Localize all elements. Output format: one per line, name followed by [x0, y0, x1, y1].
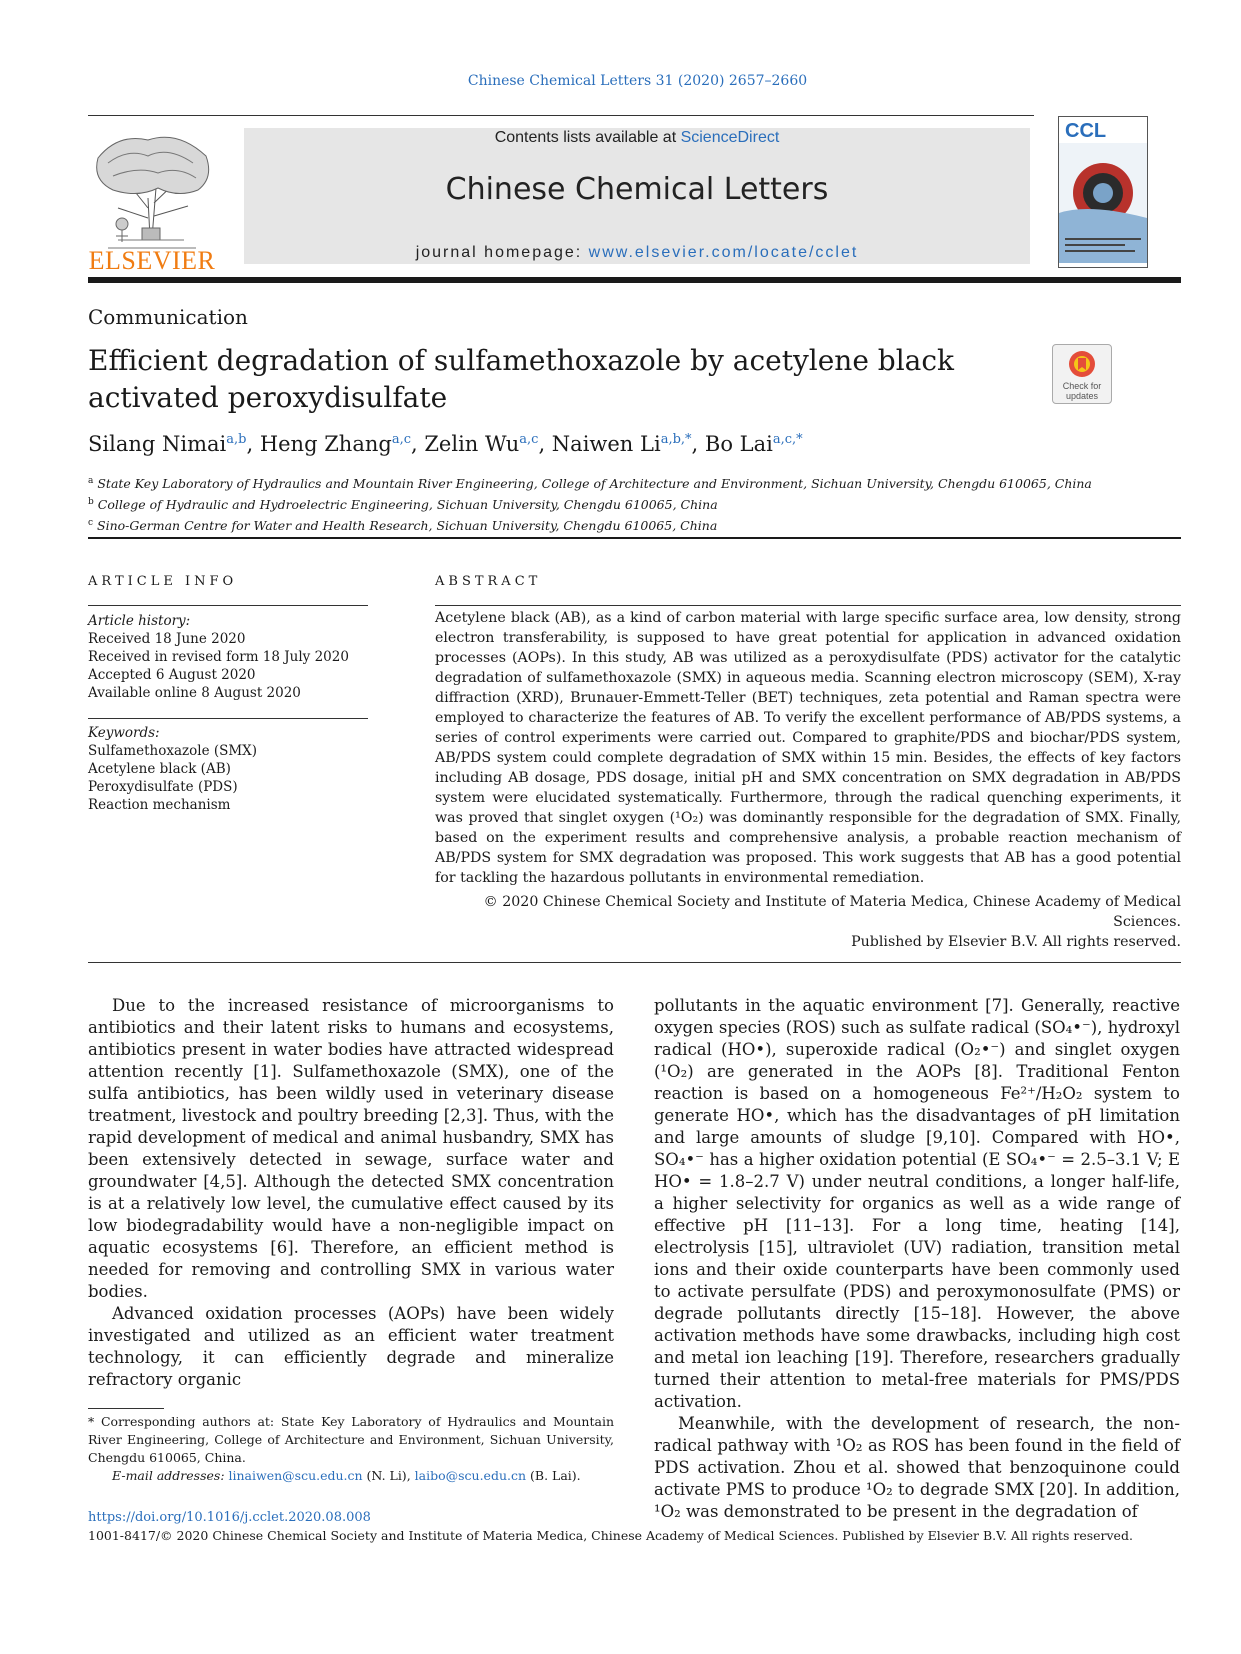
affiliation-text: Sino-German Centre for Water and Health Research, Sichuan University, Chengdu 610065, China: [97, 518, 718, 534]
article-info-rule: [88, 605, 368, 606]
header-thick-rule: [88, 277, 1181, 283]
sciencedirect-link[interactable]: ScienceDirect: [680, 129, 780, 146]
author-affil-sup[interactable]: a,c: [519, 432, 539, 447]
author-affil-sup[interactable]: a,b: [226, 432, 247, 447]
homepage-link[interactable]: www.elsevier.com/locate/cclet: [588, 244, 859, 261]
crossmark-badge[interactable]: [1052, 344, 1112, 404]
issn-copyright: 1001-8417/© 2020 Chinese Chemical Society and Institute of Materia Medica, Chinese Academy of Medical Sciences. Published by Elsevier B.V. All rights reserved.: [88, 1528, 1133, 1543]
article-title: Efficient degradation of sulfamethoxazole by acetylene black activated peroxydisulfate: [88, 344, 955, 414]
author-affil-sup[interactable]: a,b,*: [660, 432, 692, 447]
email-line: [88, 1467, 614, 1485]
copyright-line: © 2020 Chinese Chemical Society and Institute of Materia Medica, Chinese Academy of Medical Sciences.: [483, 894, 1181, 930]
affiliation-item: [88, 514, 1092, 535]
email-owner: (B. Lai).: [526, 1468, 581, 1483]
article-info-heading: ARTICLE INFO: [88, 574, 238, 589]
keyword-item: Peroxydisulfate (PDS): [88, 779, 238, 795]
article-history: [88, 612, 368, 702]
homepage-prefix: journal homepage:: [415, 244, 589, 261]
contents-prefix: Contents lists available at: [494, 129, 681, 146]
footnote-rule: [88, 1408, 164, 1409]
author-name: Bo Lai: [704, 432, 773, 456]
affiliation-text: State Key Laboratory of Hydraulics and Mountain River Engineering, College of Architecture and Environment, Sichuan University, Chengdu 610065, China: [97, 476, 1092, 492]
abstract-heading: ABSTRACT: [435, 574, 542, 589]
author-name: Zelin Wu: [424, 432, 520, 456]
doi-link[interactable]: https://doi.org/10.1016/j.cclet.2020.08.008: [88, 1510, 371, 1525]
history-item: Received 18 June 2020: [88, 631, 246, 647]
keywords-rule: [88, 718, 368, 719]
keywords-label: Keywords:: [88, 725, 160, 741]
affiliation-key: c: [88, 518, 94, 529]
cover-art: [1059, 143, 1147, 263]
affiliation-item: [88, 493, 1092, 514]
keyword-item: Sulfamethoxazole (SMX): [88, 743, 258, 759]
email-link[interactable]: laibo@scu.edu.cn: [414, 1468, 527, 1483]
corresponding-text: * Corresponding authors at: State Key Laboratory of Hydraulics and Mountain River Engineering, College of Architecture and Environment, Sichuan University, Chengdu 610065, China.: [88, 1414, 614, 1465]
author-name: Heng Zhang: [259, 432, 392, 456]
affiliation-key: b: [88, 497, 94, 508]
contents-line: [244, 129, 1030, 147]
homepage-line: [244, 244, 1030, 262]
cover-abbrev: CCL: [1065, 120, 1107, 142]
body-column-left: [88, 995, 614, 1391]
email-link[interactable]: linaiwen@scu.edu.cn: [228, 1468, 363, 1483]
email-label: E-mail addresses:: [112, 1468, 229, 1483]
affiliation-text: College of Hydraulic and Hydroelectric Engineering, Sichuan University, Chengdu 610065, China: [97, 497, 718, 513]
body-column-right: [654, 995, 1180, 1523]
affiliation-item: [88, 472, 1092, 493]
history-item: Received in revised form 18 July 2020: [88, 649, 349, 665]
affiliation-key: a: [88, 476, 94, 486]
body-paragraph: Meanwhile, with the development of research, the non-radical pathway with ¹O₂ as ROS has been found in the field of PDS activation. Zhou et al. showed that benzoquinone could activate PMS to produce ¹O₂ to degrade SMX [20]. In addition, ¹O₂ was demonstrated to be present in the degradation of: [654, 1414, 1180, 1521]
header-rule: [88, 115, 1034, 116]
abstract-copyright: [435, 892, 1181, 952]
keyword-item: Reaction mechanism: [88, 797, 231, 813]
crossmark-label: Check for updates: [1062, 381, 1102, 401]
history-item: Accepted 6 August 2020: [88, 667, 256, 683]
journal-cover-thumbnail[interactable]: [1058, 116, 1148, 268]
keyword-item: Acetylene black (AB): [88, 761, 231, 777]
body-paragraph: Advanced oxidation processes (AOPs) have been widely investigated and utilized as an efficient water treatment technology, it can efficiently degrade and mineralize refractory organic: [88, 1304, 614, 1389]
abstract-text: Acetylene black (AB), as a kind of carbon material with large specific surface area, low density, strong electron transferability, is supposed to have great potential for application in advanced oxidation processes (AOPs). In this study, AB was utilized as a peroxydisulfate (PDS) activator for the catalytic degradation of sulfamethoxazole (SMX) in aqueous media. Scanning electron microscopy (SEM), X-ray diffraction (XRD), Brunauer-Emmett-Teller (BET) techniques, zeta potential and Raman spectra were employed to characterize the features of AB. To verify the excellent performance of AB/PDS systems, a series of control experiments were carried out. Compared to graphite/PDS and biochar/PDS system, AB/PDS system could complete degradation of SMX within 15 min. Besides, the effects of key factors including AB dosage, PDS dosage, initial pH and SMX concentration on SMX degradation in AB/PDS system were elucidated systematically. Furthermore, through the radical quenching experiments, it was proved that singlet oxygen (¹O₂) was dominantly responsible for the degradation of SMX. Finally, based on the experiment results and comprehensive analysis, a probable reaction mechanism of AB/PDS system for SMX degradation was proposed. This work suggests that AB has a good potential for tackling the hazardous pollutants in environmental remediation.: [435, 610, 1181, 886]
author-list: Silang Nimai$^{a,b}$, Heng Zhang$^{a,c}$, Zelin Wu$^{a,c}$, Naiwen $Li^{a,b,*}$, Bo Lai$^{a,c,*}$: [88, 432, 803, 456]
journal-reference[interactable]: Chinese Chemical Letters 31 (2020) 2657–2660: [467, 73, 808, 89]
article-type: Communication: [88, 305, 248, 329]
author-name: Silang Nimai: [88, 432, 227, 456]
corresponding-footnote: [88, 1413, 614, 1485]
copyright-line: Published by Elsevier B.V. All rights reserved.: [851, 934, 1181, 950]
affiliations: [88, 472, 1092, 535]
front-matter-rule: [88, 537, 1181, 539]
body-paragraph: pollutants in the aquatic environment [7]. Generally, reactive oxygen species (ROS) such as sulfate radical (SO₄•⁻), hydroxyl radical (HO•), superoxide radical (O₂•⁻) and singlet oxygen (¹O₂) are generated in the AOPs [8]. Traditional Fenton reaction is based on a homogeneous Fe²⁺/H₂O₂ system to generate HO•, which has the disadvantages of pH limitation and large amounts of sludge [9,10]. Compared with HO•, SO₄•⁻ has a higher oxidation potential (E SO₄•⁻ = 2.5–3.1 V; E HO• = 1.8–2.7 V) under neutral conditions, a longer half-life, a higher selectivity for organics as well as a wide range of effective pH [11–13]. For a long time, heating [14], electrolysis [15], ultraviolet (UV) radiation, transition metal ions and their oxide counterparts have been commonly used to activate persulfate (PDS) and peroxymonosulfate (PMS) or degrade pollutants directly [15–18]. However, the above activation methods have some drawbacks, including high cost and metal ion leaching [19]. Therefore, researchers gradually turned their attention to metal-free materials for PMS/PDS activation.: [654, 996, 1180, 1411]
author-affil-sup[interactable]: a,c,*: [772, 432, 803, 447]
history-label: Article history:: [88, 613, 191, 629]
body-paragraph: Due to the increased resistance of microorganisms to antibiotics and their latent risks to humans and ecosystems, antibiotics present in water bodies have attracted widespread attention recently [1]. Sulfamethoxazole (SMX), one of the sulfa antibiotics, has been wildly used in veterinary disease treatment, livestock and poultry breeding [2,3]. Thus, with the rapid development of medical and animal husbandry, SMX has been extensively detected in sewage, surface water and groundwater [4,5]. Although the detected SMX concentration is at a relatively low level, the cumulative effect caused by its low biodegradability would have a non-negligible impact on aquatic ecosystems [6]. Therefore, an efficient method is needed for removing and controlling SMX in various water bodies.: [88, 996, 614, 1301]
journal-name: Chinese Chemical Letters: [445, 172, 829, 207]
history-item: Available online 8 August 2020: [88, 685, 301, 701]
author-affil-sup[interactable]: a,c: [391, 432, 411, 447]
elsevier-wordmark: ELSEVIER: [88, 246, 216, 275]
email-owner: (N. Li),: [362, 1468, 415, 1483]
abstract-rule: [435, 605, 1181, 606]
author-name: Naiwen Li: [551, 432, 661, 456]
body-rule: [88, 962, 1181, 963]
crossmark-icon: [1067, 349, 1097, 379]
keywords: [88, 724, 368, 814]
